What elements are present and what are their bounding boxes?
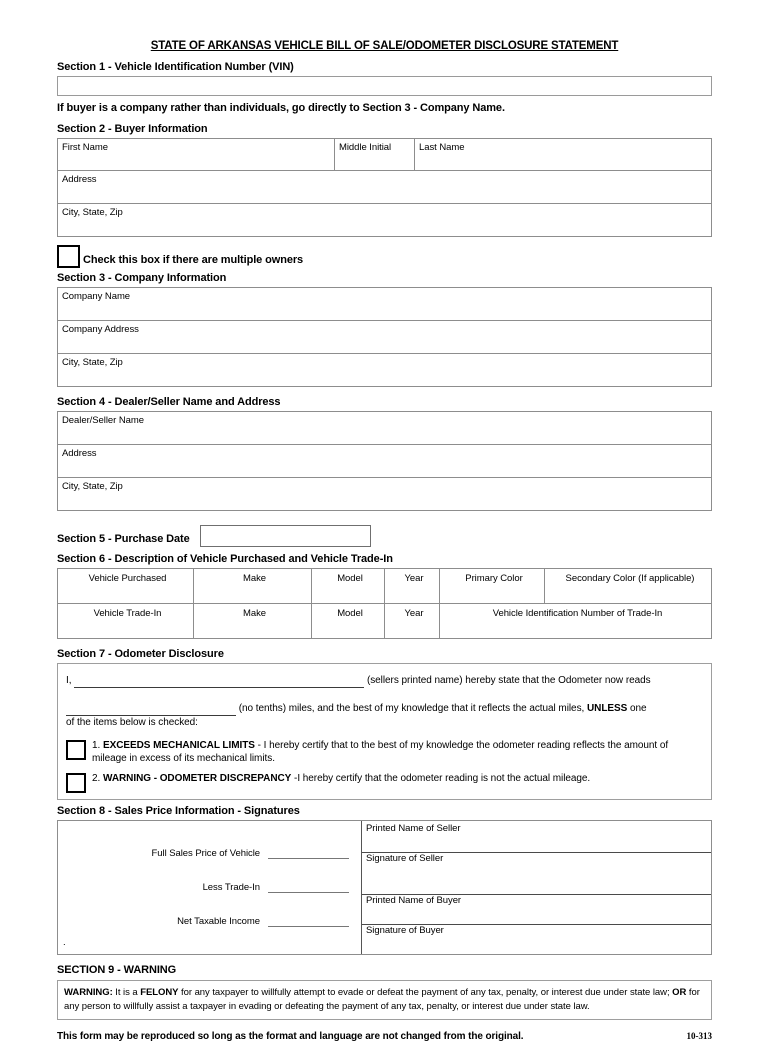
company-note: If buyer is a company rather than individuals, go directly to Section 3 - Company Name. — [57, 102, 505, 114]
net-taxable-income-row[interactable] — [58, 911, 361, 927]
primary-color-label: Primary Color — [465, 573, 523, 584]
vehicle-purchased-label: Vehicle Purchased — [88, 573, 167, 584]
last-name-label: Last Name — [419, 142, 465, 153]
section-5-row — [57, 521, 712, 547]
form-footer — [57, 1031, 712, 1042]
table-row — [58, 139, 712, 171]
odometer-line-3: of the items below is checked: — [66, 717, 198, 728]
tradein-make-label: Make — [242, 608, 267, 619]
company-address-label: Company Address — [62, 324, 139, 335]
table-row — [58, 569, 712, 604]
odometer-item-1-body: - I hereby certify that to the best of my knowledge the odometer reading reflects the amount of mileage in excess of its mechanical limits. — [92, 740, 669, 764]
warning-part-1: It is a — [112, 987, 141, 998]
table-row — [58, 412, 712, 445]
odometer-line-2-tail: one — [629, 703, 647, 714]
table-row — [58, 288, 712, 321]
vehicle-description-table — [57, 568, 712, 639]
dealer-address-label: Address — [62, 448, 97, 459]
sales-price-column — [58, 821, 362, 954]
odometer-item-2-number: 2. — [92, 773, 101, 784]
warning-part-2: for any taxpayer to willfully attempt to evade or defeat the payment of any tax, penalty, or interest due under state law; — [178, 987, 670, 998]
first-name-label: First Name — [62, 142, 108, 153]
purchased-model-label: Model — [337, 573, 363, 584]
company-city-state-zip-label: City, State, Zip — [62, 357, 123, 368]
secondary-color-cell[interactable] — [545, 569, 712, 604]
less-trade-in-input[interactable] — [268, 879, 349, 893]
purchased-year-cell[interactable] — [385, 569, 440, 604]
purchased-make-label: Make — [242, 573, 267, 584]
buyer-address-cell[interactable] — [58, 171, 712, 204]
odometer-item-1-bold: EXCEEDS MECHANICAL LIMITS — [102, 740, 255, 751]
dealer-city-state-zip-cell[interactable] — [58, 478, 712, 511]
less-trade-in-row[interactable] — [58, 877, 361, 893]
table-row — [58, 478, 712, 511]
company-information-table — [57, 287, 712, 387]
purchased-model-cell[interactable] — [312, 569, 385, 604]
table-row — [58, 604, 712, 639]
dealer-seller-table — [57, 411, 712, 511]
net-taxable-income-label: Net Taxable Income — [177, 916, 260, 927]
section-8-heading: Section 8 - Sales Price Information - Signatures — [57, 805, 300, 817]
exceeds-mechanical-limits-text — [92, 739, 703, 765]
buyer-city-state-zip-cell[interactable] — [58, 204, 712, 237]
signature-buyer-label: Signature of Buyer — [366, 925, 444, 936]
full-sales-price-row[interactable] — [58, 843, 361, 859]
printed-name-buyer-row[interactable] — [362, 895, 711, 925]
odometer-line-1 — [66, 674, 703, 688]
vin-input[interactable] — [57, 76, 712, 96]
purchased-make-cell[interactable] — [194, 569, 312, 604]
tradein-year-label: Year — [404, 608, 424, 619]
printed-name-seller-label: Printed Name of Seller — [366, 823, 461, 834]
buyer-city-state-zip-label: City, State, Zip — [62, 207, 123, 218]
table-row — [58, 321, 712, 354]
dealer-address-cell[interactable] — [58, 445, 712, 478]
form-content — [57, 0, 712, 1042]
form-code: 10-313 — [686, 1031, 712, 1041]
multiple-owners-label: Check this box if there are multiple owners — [83, 254, 304, 266]
tradein-model-cell[interactable] — [312, 604, 385, 639]
printed-name-seller-row[interactable] — [362, 823, 711, 853]
exceeds-mechanical-limits-checkbox[interactable] — [66, 740, 86, 760]
odometer-i-prefix: I, — [66, 675, 72, 686]
or-emphasis: OR — [672, 987, 687, 998]
odometer-discrepancy-text — [92, 772, 590, 785]
table-row — [58, 171, 712, 204]
dealer-city-state-zip-label: City, State, Zip — [62, 481, 123, 492]
middle-initial-cell[interactable] — [335, 139, 415, 171]
middle-initial-label: Middle Initial — [339, 142, 392, 153]
multiple-owners-row[interactable] — [57, 244, 712, 268]
tradein-make-cell[interactable] — [194, 604, 312, 639]
sales-price-signatures-box — [57, 820, 712, 955]
signature-buyer-row[interactable] — [362, 925, 711, 936]
tradein-vin-label: Vehicle Identification Number of Trade-In — [492, 608, 663, 619]
odometer-item-1-number: 1. — [92, 740, 101, 751]
odometer-discrepancy-checkbox[interactable] — [66, 773, 86, 793]
odometer-item-1[interactable] — [66, 739, 703, 765]
odometer-item-2-body: -I hereby certify that the odometer reading is not the actual mileage. — [291, 773, 591, 784]
odometer-line-2 — [66, 702, 703, 716]
section-6-heading: Section 6 - Description of Vehicle Purchased and Vehicle Trade-In — [57, 553, 393, 565]
vehicle-trade-in-cell — [58, 604, 194, 639]
warning-part-3: for any person to willfully assist a taxpayer in evading or defeating the payment of any tax, penalty, or interest due under state law. — [64, 987, 700, 1012]
tradein-vin-cell[interactable] — [440, 604, 712, 639]
signature-column — [362, 821, 711, 954]
section-1-heading: Section 1 - Vehicle Identification Number (VIN) — [57, 61, 294, 73]
purchased-year-label: Year — [404, 573, 424, 584]
first-name-cell[interactable] — [58, 139, 335, 171]
sellers-printed-name-input[interactable] — [74, 676, 364, 688]
tradein-year-cell[interactable] — [385, 604, 440, 639]
warning-box — [57, 980, 712, 1020]
page-title: STATE OF ARKANSAS VEHICLE BILL OF SALE/ODOMETER DISCLOSURE STATEMENT — [150, 40, 619, 52]
odometer-item-2-bold: WARNING - ODOMETER DISCREPANCY — [102, 773, 292, 784]
purchase-date-input[interactable] — [200, 525, 371, 547]
vehicle-purchased-cell — [58, 569, 194, 604]
table-row — [58, 354, 712, 387]
section-2-heading: Section 2 - Buyer Information — [57, 123, 208, 135]
primary-color-cell[interactable] — [440, 569, 545, 604]
signature-seller-label: Signature of Seller — [366, 853, 444, 864]
odometer-line-1-suffix: (sellers printed name) hereby state that the Odometer now reads — [366, 675, 651, 686]
vehicle-trade-in-label: Vehicle Trade-In — [93, 608, 162, 619]
unless-emphasis: UNLESS — [586, 703, 628, 714]
odometer-line-2-suffix: (no tenths) miles, and the best of my knowledge that it reflects the actual miles, — [238, 703, 585, 714]
full-sales-price-input[interactable] — [268, 845, 349, 859]
section-7-heading: Section 7 - Odometer Disclosure — [57, 648, 224, 660]
secondary-color-label: Secondary Color (If applicable) — [565, 573, 695, 584]
buyer-address-label: Address — [62, 174, 97, 185]
company-address-cell[interactable] — [58, 321, 712, 354]
stray-mark: . — [63, 937, 66, 948]
felony-emphasis: FELONY — [140, 987, 179, 998]
section-3-heading: Section 3 - Company Information — [57, 272, 227, 284]
multiple-owners-checkbox[interactable] — [57, 245, 80, 268]
company-name-label: Company Name — [62, 291, 131, 302]
dealer-seller-name-cell[interactable] — [58, 412, 712, 445]
company-city-state-zip-cell[interactable] — [58, 354, 712, 387]
buyer-information-table — [57, 138, 712, 237]
odometer-item-2[interactable] — [66, 772, 703, 793]
printed-name-buyer-label: Printed Name of Buyer — [366, 895, 462, 906]
warning-text — [64, 986, 705, 1013]
net-taxable-income-input[interactable] — [268, 913, 349, 927]
footer-note: This form may be reproduced so long as the format and language are not changed from the original. — [57, 1031, 524, 1042]
full-sales-price-label: Full Sales Price of Vehicle — [151, 848, 260, 859]
section-9-heading: SECTION 9 - WARNING — [57, 964, 177, 976]
section-5-heading: Section 5 - Purchase Date — [57, 533, 190, 545]
table-row — [58, 445, 712, 478]
odometer-disclosure-box — [57, 663, 712, 800]
less-trade-in-label: Less Trade-In — [202, 882, 260, 893]
tradein-model-label: Model — [337, 608, 363, 619]
odometer-reading-input[interactable] — [66, 704, 236, 716]
warning-label: WARNING: — [64, 987, 113, 998]
last-name-cell[interactable] — [415, 139, 712, 171]
table-row — [58, 204, 712, 237]
section-4-heading: Section 4 - Dealer/Seller Name and Address — [57, 396, 281, 408]
company-name-cell[interactable] — [58, 288, 712, 321]
signature-seller-row[interactable] — [362, 853, 711, 895]
dealer-seller-name-label: Dealer/Seller Name — [62, 415, 144, 426]
